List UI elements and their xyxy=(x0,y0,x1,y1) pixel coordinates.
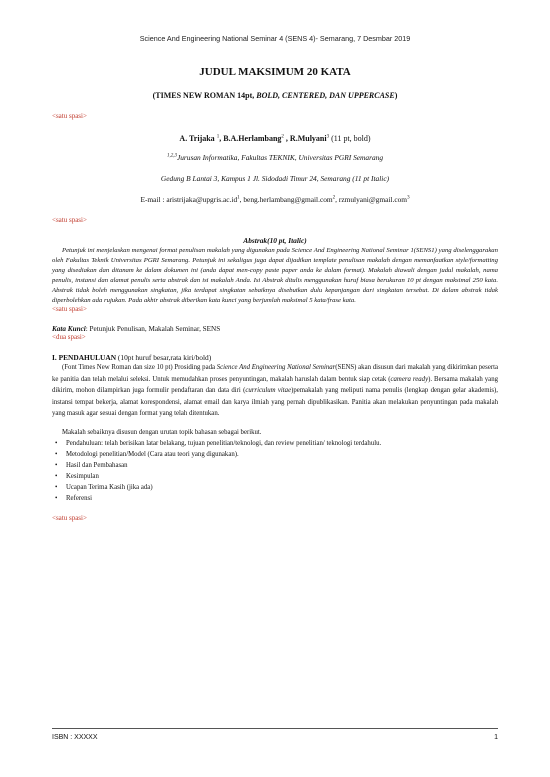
bullet-icon: • xyxy=(55,472,58,480)
section-heading-bold: I. PENDAHULUAN xyxy=(52,353,117,363)
running-head-text: Science And Engineering National Seminar 4 (SENS 4)- Semarang, 7 Desmbar 2019 xyxy=(139,34,411,43)
author-1-sup: 1 xyxy=(216,134,220,140)
section-paragraph-1 xyxy=(52,362,498,420)
isbn: ISBN : XXXXX xyxy=(52,734,98,741)
p1-part-f: curriculum vitae xyxy=(245,387,292,395)
email-1[interactable]: aristrijaka@upgris.ac.id xyxy=(166,195,238,204)
bullet-icon: • xyxy=(55,483,58,491)
keywords-label: Kata Kunci xyxy=(52,325,86,334)
topic-list xyxy=(52,438,498,504)
p1-part-b: Science And Engineering National Seminar xyxy=(216,364,336,372)
email-label: E-mail : xyxy=(140,195,167,204)
list-item xyxy=(55,449,498,460)
author-line: A. Trijaka $^1$, B.A.Herlambang$^2$ , R.Mulyani$^3$ (11 pt, bold) xyxy=(179,134,371,143)
bullet-icon: • xyxy=(55,461,58,469)
p1-part-c: (SENS) akan disusun dari makalah yang dikirimkan peserta ke panitia dan telah melalui seleksi. Untuk memudahkan proses penyuntingan, makalah haruslah dalam bentuk siap cetak ( xyxy=(52,364,499,383)
list-item-text: Kesimpulan xyxy=(66,472,99,480)
affiliation-sup: 1,2,3 xyxy=(166,153,177,159)
list-item-text: Metodologi penelitian/Model (Cara atau teori yang digunakan). xyxy=(66,450,239,458)
subtitle-suffix: ) xyxy=(394,91,398,100)
list-item-text: Ucapan Terima Kasih (jika ada) xyxy=(66,483,153,491)
paper-title: JUDUL MAKSIMUM 20 KATA xyxy=(199,66,351,78)
list-item-text: Referensi xyxy=(66,494,93,502)
abstract-heading: Abstrak(10 pt, Italic) xyxy=(243,236,307,245)
p1-part-e: ). Bersama makalah yang dikirim, mohon dilampirkan juga formulir pendaftaran dan data diri ( xyxy=(52,375,498,395)
list-item-text: Hasil dan Pembahasan xyxy=(66,461,128,469)
subtitle-italic: BOLD, CENTERED, DAN UPPERCASE xyxy=(256,91,395,100)
keywords-text: : Petunjuk Penulisan, Makalah Seminar, SENS xyxy=(85,325,221,334)
affiliation xyxy=(52,153,498,162)
list-item xyxy=(55,471,498,482)
spacing-note-2: <satu spasi> xyxy=(52,216,87,224)
email-2-sup: 2 xyxy=(332,195,336,201)
section-heading xyxy=(52,353,498,362)
list-item xyxy=(55,438,498,449)
address: Gedung B Lantai 3, Kampus 1 Jl. Sidodadi Timur 24, Semarang (11 pt Italic) xyxy=(160,174,390,183)
list-item xyxy=(55,460,498,471)
email-2[interactable]: beng.herlambang@gmail.com xyxy=(243,195,333,204)
spacing-note-4: <dua spasi> xyxy=(52,333,86,342)
abstract-text: Petunjuk ini menjelaskan mengenai format penulisan makalah yang digunakan pada Science And Engineering National Seminar 1(SENS1) yang diselenggarakan oleh Fakultas Teknik Universitas PGRI Semarang. Petunjuk ini sekaligus juga dapat dijadikan template penulisan makalah dengan memanfaatkan style/formatting yang disediakan dan ditanam ke dalam dokumen ini (anda dapat men-copy paste paper anda ke dalam format). Makalah diawali dengan judul makalah, nama penulis, instansi dan alamat penulis serta abstrak dan isi makalah Anda. Isi Abstrak ditulis menggunakan huruf biasa berukuran 10 pt dengan maksimal 250 kata. Abstrak tidak boleh menggunakan singkatan, jika terdapat singkatan sebaiknya disebutkan dulu kepanjangan dari singkatan tersebut. Di dalam abstrak tidak diperbolehkan ada rujukan. Pada akhir abstrak diberikan kata kunci yang berjumlah maksimal 5 kata/frase kata. xyxy=(52,247,498,304)
paper-subtitle xyxy=(52,91,498,100)
page-number: 1 xyxy=(494,734,498,741)
email-line: E-mail : $aristrijaka@upgris.ac.id^1$, beng.herlambang@gmail.com$^2$, rzmulyani@gmail.com$^3$ xyxy=(140,195,410,204)
author-2: B.A.Herlambang xyxy=(223,134,282,143)
keywords xyxy=(52,325,498,333)
bullet-icon: • xyxy=(55,494,58,502)
list-item-text: Pendahuluan: telah berisikan latar belakang, tujuan penelitian/teknologi, dan review penelitian/ teknologi terdahulu. xyxy=(66,439,382,447)
email-3[interactable]: rzmulyani@gmail.com xyxy=(338,195,408,204)
spacing-note-3: <satu spasi> xyxy=(52,305,87,314)
section-paragraph-2: Makalah sebaiknya disusun dengan urutan topik bahasan sebagai berikut. xyxy=(62,428,262,436)
paper-body xyxy=(52,66,498,522)
running-header xyxy=(0,34,550,43)
author-3-sup: 3 xyxy=(326,134,330,140)
p1-part-a: (Font Times New Roman dan size 10 pt) Prosiding pada xyxy=(62,364,217,372)
spacing-note-1: <satu spasi> xyxy=(52,112,87,120)
spacing-note-5: <satu spasi> xyxy=(52,513,87,522)
p1-part-g: )pemakalah yang meliputi nama penulis (lengkap dengan gelar akademis), instansi tempat bekerja, alamat korespondensi, alamat email dan karya ilmiah yang pernah dipublikasikan. Panitia akan melakukan penyuntingan pada makalah yang masuk agar sesuai dengan format yang telah ditentukan. xyxy=(52,387,498,418)
author-1: A. Trijaka xyxy=(179,134,215,143)
p1-part-d: camera ready xyxy=(390,375,429,383)
subtitle-prefix: (TIMES NEW ROMAN 14pt, xyxy=(152,91,257,100)
list-item xyxy=(55,493,498,504)
affiliation-text: Jurusan Informatika, Fakultas TEKNIK, Universitas PGRI Semarang xyxy=(176,153,384,162)
bullet-icon: • xyxy=(55,450,58,458)
email-3-sup: 3 xyxy=(407,195,410,201)
email-1-sup: 1 xyxy=(237,195,240,201)
bullet-icon: • xyxy=(55,439,58,447)
author-3: R.Mulyani xyxy=(289,134,327,143)
section-heading-note: (10pt huruf besar,rata kiri/bold) xyxy=(116,353,212,363)
author-2-sup: 2 xyxy=(281,134,284,140)
author-note: (11 pt, bold) xyxy=(331,134,371,143)
list-item xyxy=(55,482,498,493)
page-footer xyxy=(52,728,498,741)
